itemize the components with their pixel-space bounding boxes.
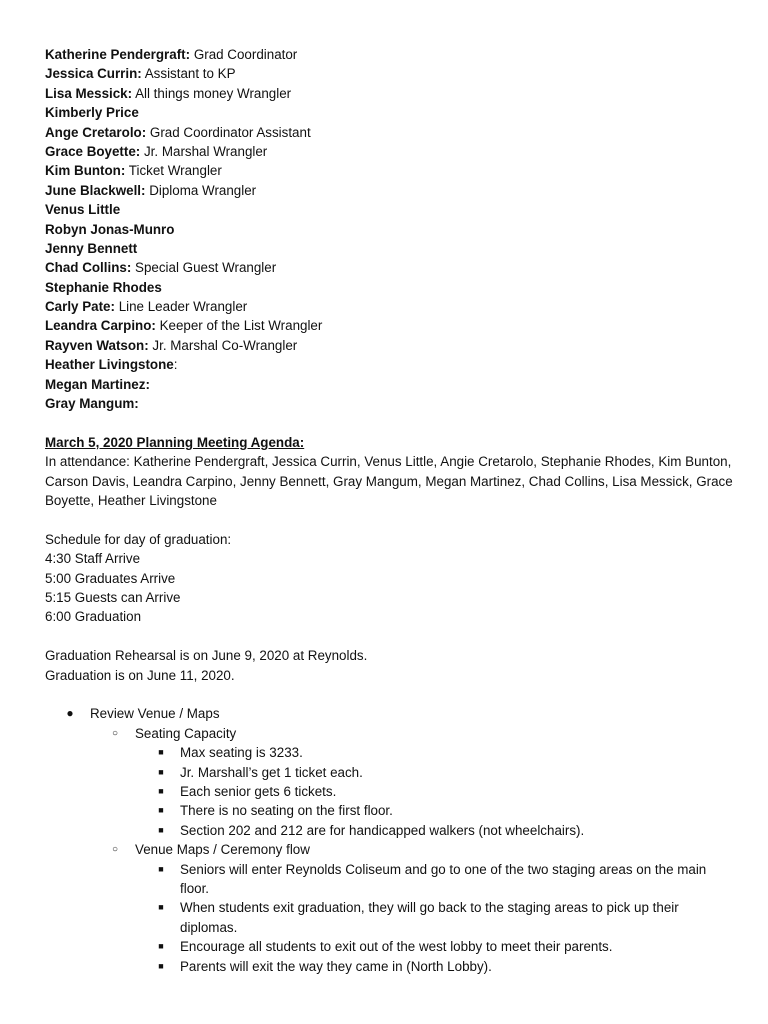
roster-line (45, 181, 735, 200)
staff-name: Kim Bunton: (45, 163, 126, 179)
list-item (45, 763, 735, 782)
roster-line (45, 142, 735, 161)
staff-role: Jr. Marshal Co-Wrangler (148, 337, 298, 353)
staff-name: Chad Collins: (45, 260, 132, 276)
staff-role: : (173, 357, 178, 373)
staff-name: Katherine Pendergraft: (45, 47, 191, 62)
bullet-circle-icon: ○ (111, 727, 119, 739)
staff-name: Stephanie Rhodes (45, 279, 162, 295)
roster-line (45, 316, 735, 335)
staff-name: Jessica Currin: (45, 66, 142, 82)
bullet-square-icon: ■ (158, 785, 164, 796)
roster-line (45, 239, 735, 258)
list-item-text: Seniors will enter Reynolds Coliseum and go to one of the two staging areas on the main floor. (180, 861, 707, 896)
list-item (45, 898, 735, 937)
graduation-date: Graduation is on June 11, 2020. (45, 667, 235, 683)
bullet-square-icon: ■ (158, 960, 164, 971)
staff-name: Ange Cretarolo: (45, 124, 147, 140)
agenda-outline (45, 704, 735, 976)
bullet-square-icon: ■ (158, 941, 164, 952)
staff-name: June Blackwell: (45, 182, 146, 198)
spacer (45, 685, 735, 704)
roster-line (45, 258, 735, 277)
schedule-title: Schedule for day of graduation: (45, 531, 232, 547)
staff-name: Kimberly Price (45, 105, 139, 121)
list-item (45, 704, 735, 723)
staff-name: Rayven Watson: (45, 337, 149, 353)
schedule-item: 5:00 Graduates Arrive (45, 570, 176, 586)
schedule-item: 5:15 Guests can Arrive (45, 589, 181, 605)
staff-role: Grad Coordinator Assistant (146, 124, 311, 140)
list-item-text: When students exit graduation, they will go back to the staging areas to pick up their diplomas. (180, 900, 679, 935)
staff-role: All things money Wrangler (132, 85, 292, 101)
staff-name: Grace Boyette: (45, 143, 141, 159)
bullet-square-icon: ■ (158, 805, 164, 816)
roster-line (45, 84, 735, 103)
bullet-disc-icon: ● (66, 706, 74, 721)
staff-name: Heather Livingstone (45, 357, 174, 373)
list-item-text: Parents will exit the way they came in (North Lobby). (180, 958, 492, 974)
staff-name: Gray Mangum: (45, 396, 139, 412)
staff-name: Leandra Carpino: (45, 318, 156, 334)
roster-line (45, 103, 735, 122)
spacer (45, 413, 735, 432)
list-item-text: Max seating is 3233. (180, 745, 303, 761)
staff-name: Jenny Bennett (45, 240, 138, 256)
roster-line (45, 375, 735, 394)
roster-line (45, 161, 735, 180)
roster-line (45, 297, 735, 316)
list-item (45, 724, 735, 743)
staff-name: Lisa Messick: (45, 85, 133, 101)
roster-line (45, 220, 735, 239)
staff-name: Robyn Jonas-Munro (45, 221, 175, 237)
list-item-text: Encourage all students to exit out of the west lobby to meet their parents. (180, 939, 613, 955)
list-item (45, 937, 735, 956)
spacer (45, 627, 735, 646)
staff-role: Line Leader Wrangler (114, 299, 248, 315)
list-item (45, 782, 735, 801)
staff-role: Special Guest Wrangler (131, 260, 277, 276)
staff-role: Ticket Wrangler (125, 163, 222, 179)
roster-line (45, 336, 735, 355)
list-item (45, 821, 735, 840)
roster-line (45, 64, 735, 83)
staff-name: Carly Pate: (45, 299, 115, 315)
staff-role: Grad Coordinator (190, 47, 298, 62)
list-item-text: Section 202 and 212 are for handicapped walkers (not wheelchairs). (180, 822, 585, 838)
bullet-square-icon: ■ (158, 902, 164, 913)
roster-line (45, 394, 735, 413)
document-body (45, 45, 735, 976)
staff-roster (45, 45, 735, 413)
agenda-heading: March 5, 2020 Planning Meeting Agenda: (45, 434, 305, 450)
list-item (45, 957, 735, 976)
list-item (45, 860, 735, 899)
roster-line (45, 123, 735, 142)
list-item-text: Each senior gets 6 tickets. (180, 783, 337, 799)
list-item (45, 743, 735, 762)
bullet-circle-icon: ○ (111, 844, 119, 856)
list-item-text: There is no seating on the first floor. (180, 803, 393, 819)
schedule-item: 6:00 Graduation (45, 609, 142, 625)
bullet-square-icon: ■ (158, 747, 164, 758)
bullet-square-icon: ■ (158, 863, 164, 874)
attendance-paragraph: In attendance: Katherine Pendergraft, Jessica Currin, Venus Little, Angie Cretarolo, Stephanie Rhodes, Kim Bunton, Carson Davis, Leandra Carpino, Jenny Bennett, Gray Mangum, Megan Martinez, Chad Collins, Lisa Messick, Grace Boyette, Heather Livingstone (45, 454, 733, 509)
spacer (45, 510, 735, 529)
staff-name: Venus Little (45, 202, 121, 218)
rehearsal-date: Graduation Rehearsal is on June 9, 2020 at Reynolds. (45, 648, 368, 664)
list-item-text: Seating Capacity (135, 725, 237, 741)
staff-role: Diploma Wrangler (145, 182, 257, 198)
list-item (45, 801, 735, 820)
roster-line (45, 45, 735, 64)
roster-line (45, 355, 735, 374)
staff-role: Keeper of the List Wrangler (155, 318, 323, 334)
list-item (45, 840, 735, 859)
list-item-text: Review Venue / Maps (90, 706, 220, 722)
roster-line (45, 200, 735, 219)
staff-role: Jr. Marshal Wrangler (140, 143, 268, 159)
staff-name: Megan Martinez: (45, 376, 150, 392)
bullet-square-icon: ■ (158, 766, 164, 777)
list-item-text: Jr. Marshall’s get 1 ticket each. (180, 764, 363, 780)
bullet-square-icon: ■ (158, 824, 164, 835)
schedule-item: 4:30 Staff Arrive (45, 551, 141, 567)
roster-line (45, 278, 735, 297)
staff-role: Assistant to KP (141, 66, 236, 82)
list-item-text: Venue Maps / Ceremony flow (135, 842, 310, 858)
